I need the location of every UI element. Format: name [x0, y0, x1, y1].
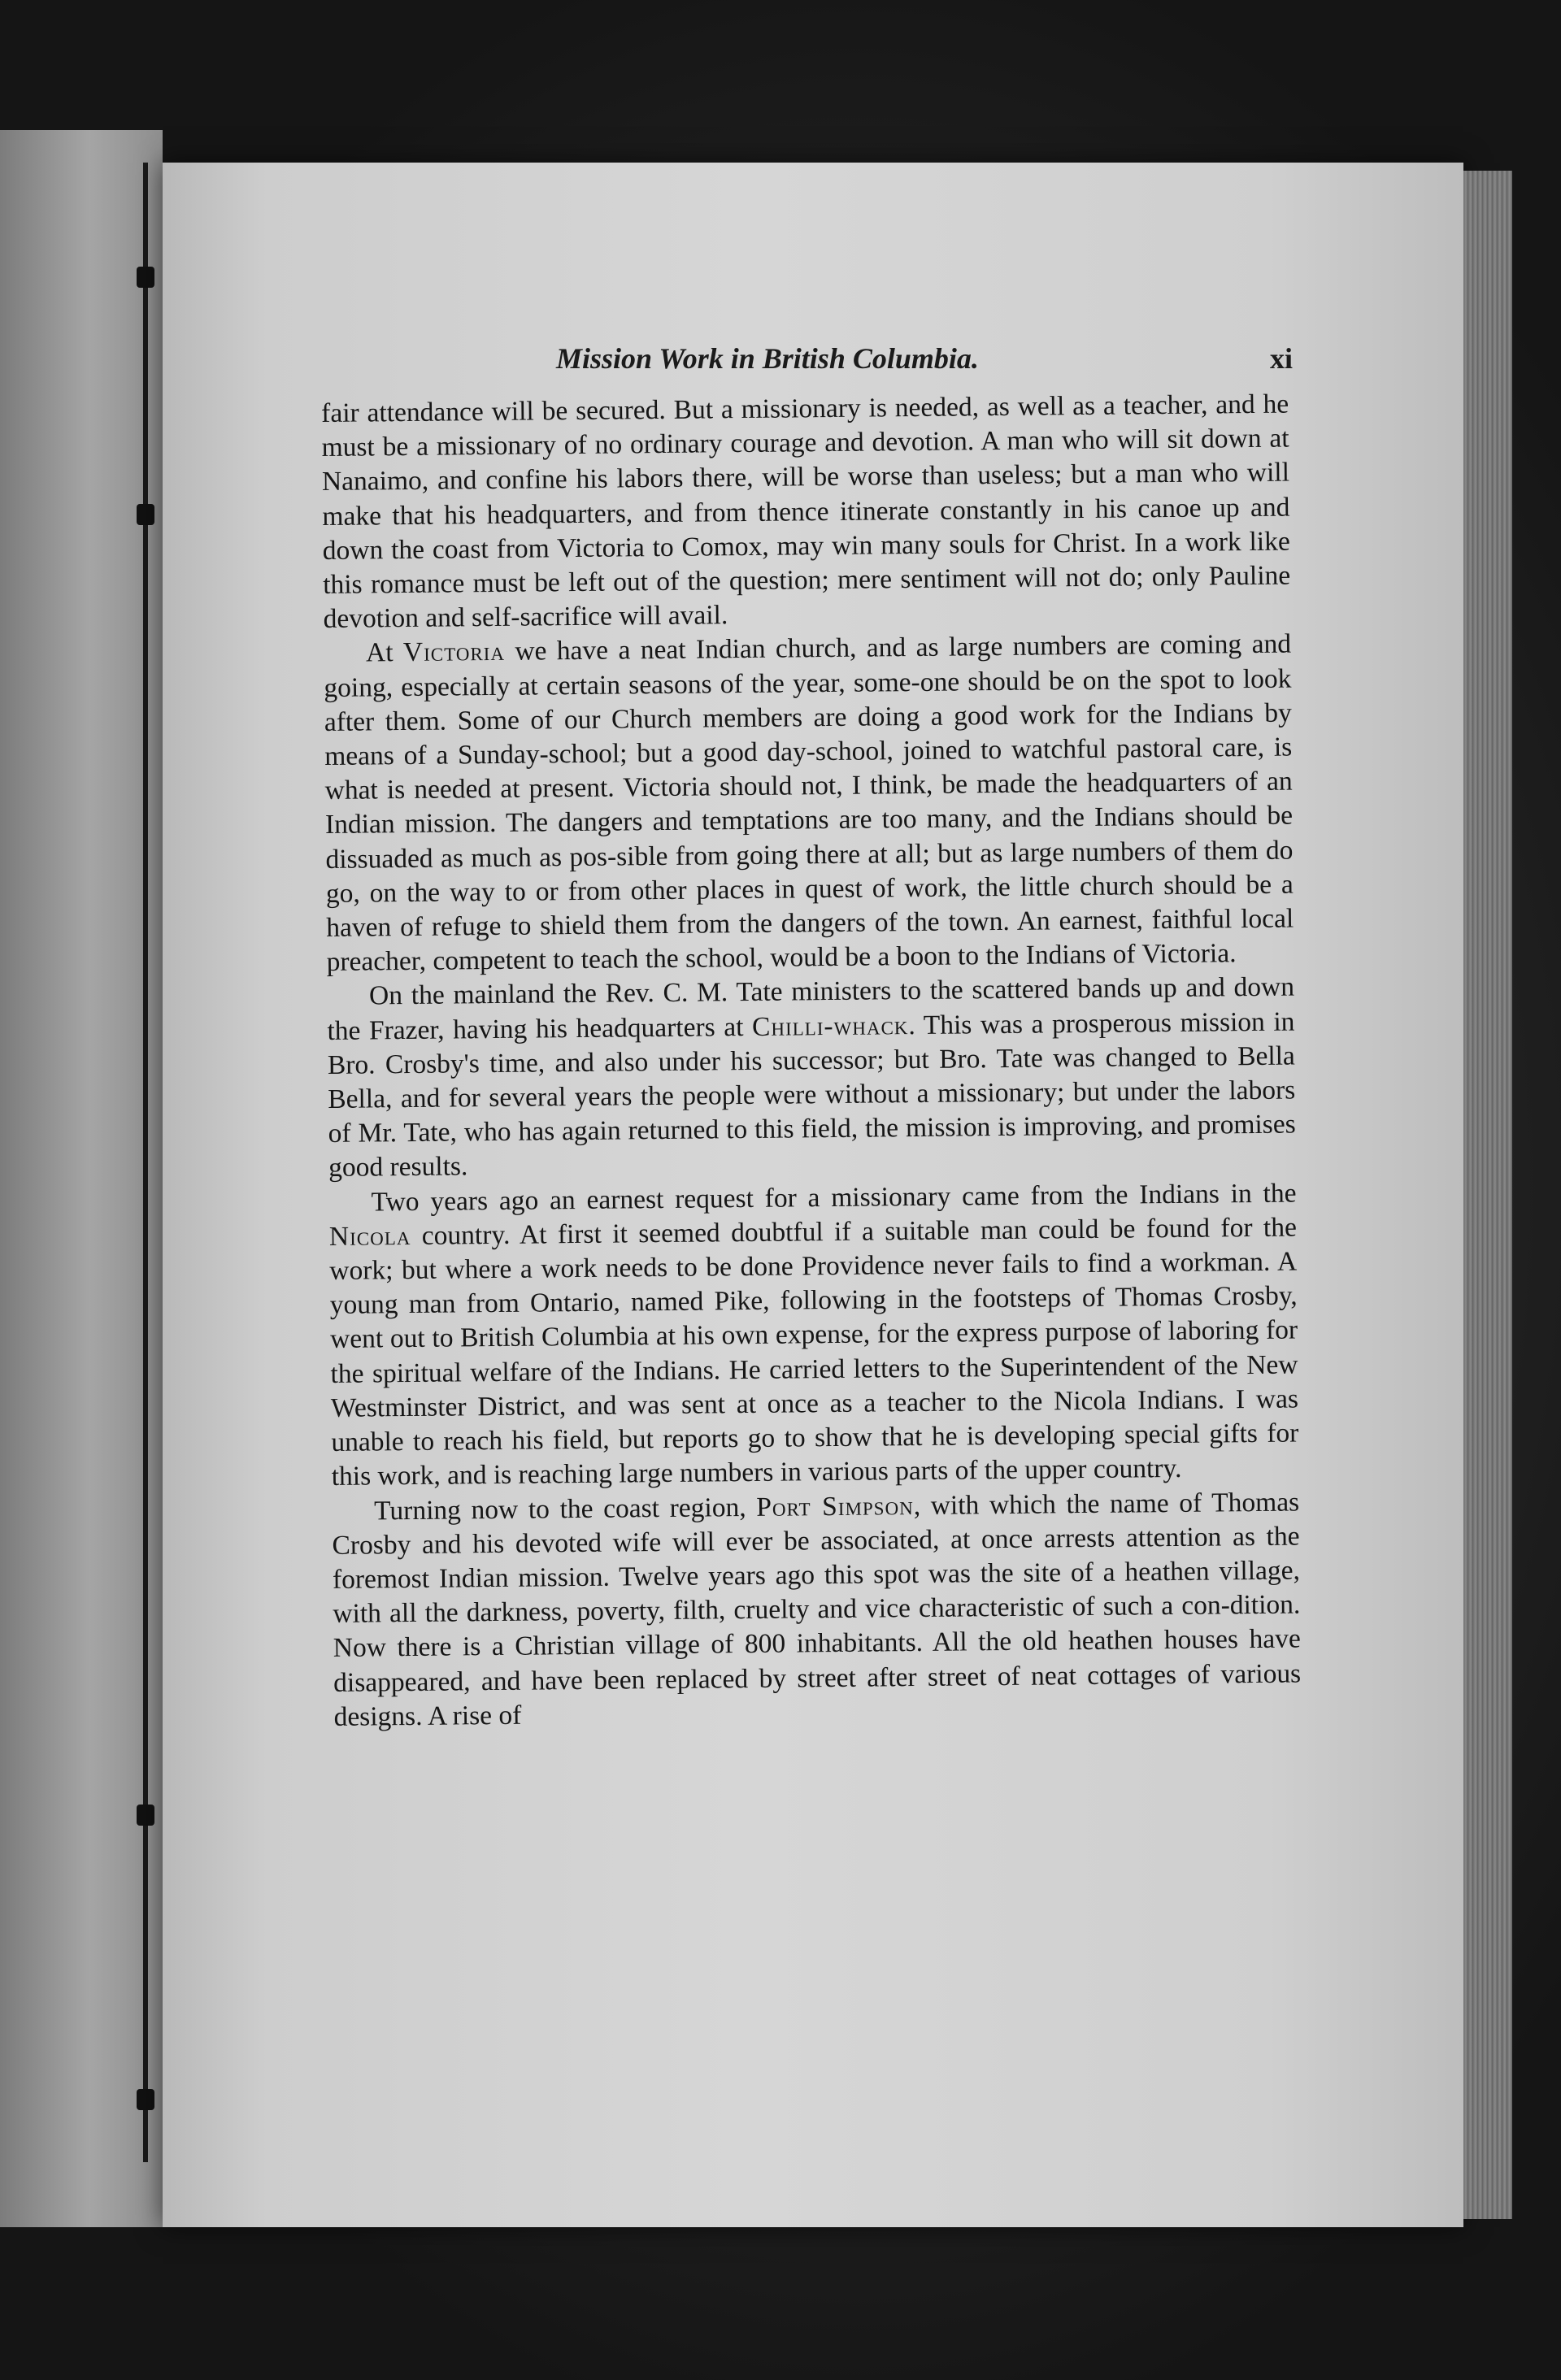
- paragraph-lead: On the mainland the Rev. C. M. Tate ministers to the scattered bands up and down the Frazer, having his headquarters at: [327, 971, 1295, 1046]
- paragraph: [327, 971, 1296, 1186]
- binding-stitch: [137, 267, 154, 288]
- paragraph: [321, 388, 1291, 637]
- paragraph-lead: At: [365, 637, 404, 668]
- paragraph-text: we have a neat Indian church, and as large numbers are coming and going, especially at certain seasons of the year, some-one should be on the spot to look after them. Some of our Church members are doing a good work for the Indians by means of a Sunday-school; but a good day-school, joined to watchful pastoral care, is what is needed at present. Victoria should not, I think, be made the headquarters of an Indian mission. The dangers and temptations are too many, and the Indians should be dissuaded as much as pos-sible from going there at all; but as large numbers of them do go, on the way to or from other places in quest of work, the little church should be a haven of refuge to shield them from the dangers of the town. An earnest, faithful local preacher, competent to teach the school, would be a boon to the Indians of Victoria.: [324, 628, 1294, 978]
- paragraph-text: country. At first it seemed doubtful if a suitable man could be found for the work; but where a work needs to be done Providence never fails to find a workman. A young man from Ontario, named Pike, following in the footsteps of Thomas Crosby, went out to British Columbia at his own expense, for the express purpose of laboring for the spiritual welfare of the Indians. He carried letters to the Superintendent of the New Westminster District, and was sent at once as a teacher to the Nicola Indians. I was unable to reach his field, but reports go to show that he is developing special gifts for this work, and is reaching large numbers in various parts of the upper country.: [329, 1212, 1299, 1492]
- binding-stitch: [137, 2089, 154, 2110]
- place-name: Chilli-whack: [751, 1010, 909, 1042]
- binding-stitch: [137, 504, 154, 525]
- paragraph-lead: Turning now to the coast region,: [373, 1492, 757, 1526]
- running-title: Mission Work in British Columbia.: [556, 342, 979, 375]
- place-name: Nicola: [328, 1220, 411, 1252]
- place-name: Port Simpson: [756, 1490, 914, 1522]
- paragraph-text: fair attendance will be secured. But a missionary is needed, as well as a teacher, and he must be a missionary of no ordinary courage and devotion. A man who will sit down at Nanaimo, and confine his labors there, will be worse than useless; but a man who will make that his headquarters, and from thence itinerate constantly in his canoe up and down the coast from Victoria to Comox, may win many souls for Christ. In a work like this romance must be left out of the question; mere sentiment will not do; only Pauline devotion and self-sacrifice will avail.: [321, 389, 1291, 635]
- page-body: [321, 388, 1302, 1735]
- paragraph: [328, 1176, 1299, 1494]
- place-name: Victoria: [402, 636, 506, 668]
- page-header: [325, 341, 1293, 390]
- paragraph-text: , with which the name of Thomas Crosby and his devoted wife will ever be associated, at once arrests attention as the foremost Indian mission. Twelve years ago this spot was the site of a heathen village, with all the darkness, poverty, filth, cruelty and vice characteristic of such a con-dition. Now there is a Christian village of 800 inhabitants. All the old heathen houses have disappeared, and have been replaced by street after street of neat cottages of various designs. A rise of: [332, 1487, 1302, 1732]
- paragraph: [332, 1485, 1302, 1735]
- facing-page-edge: [0, 130, 163, 2227]
- paragraph-lead: Two years ago an earnest request for a missionary came from the Indians in the: [371, 1178, 1297, 1218]
- binding-stitch: [137, 1805, 154, 1826]
- binding-gutter: [143, 163, 148, 2162]
- page-stack-edge: [1463, 171, 1512, 2219]
- page-number: xi: [1269, 342, 1293, 375]
- paragraph: [324, 628, 1294, 979]
- paragraph-text: . This was a prosperous mission in Bro. Crosby's time, and also under his successor; but Bro. Tate was changed to Bella Bella, and for several years the people were without a missionary; but under the labors of Mr. Tate, who has again returned to this field, the mission is improving, and promises good results.: [327, 1006, 1296, 1183]
